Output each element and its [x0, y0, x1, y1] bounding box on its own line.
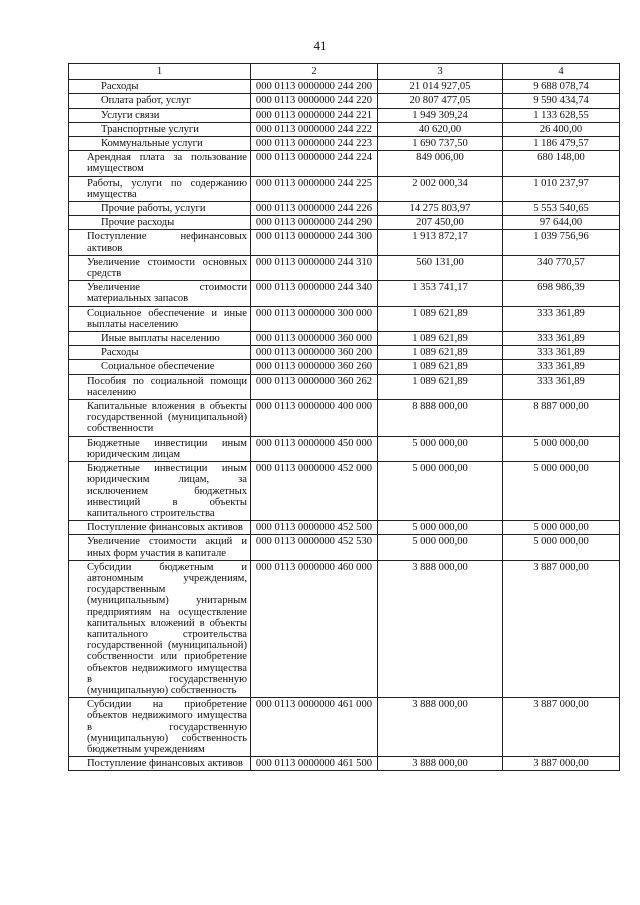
row-value-col3-cell: 5 000 000,00 — [378, 436, 503, 461]
row-value-col4-cell: 333 361,89 — [503, 374, 620, 399]
table-row — [69, 346, 620, 360]
row-value-col3-cell: 1 089 621,89 — [378, 306, 503, 331]
row-code-cell: 000 0113 0000000 244 224 — [251, 151, 378, 176]
row-value-col3-cell: 1 690 737,50 — [378, 137, 503, 151]
row-code-cell: 000 0113 0000000 244 226 — [251, 202, 378, 216]
row-value-col4-cell: 698 986,39 — [503, 281, 620, 306]
table-row — [69, 400, 620, 437]
row-value-col3-cell: 1 949 309,24 — [378, 108, 503, 122]
page-number: 41 — [313, 38, 327, 53]
row-code-cell: 000 0113 0000000 244 300 — [251, 230, 378, 255]
table-row — [69, 306, 620, 331]
row-name-cell: Пособия по социальной помощи населению — [69, 374, 251, 399]
table-row — [69, 80, 620, 94]
row-name-cell: Оплата работ, услуг — [69, 94, 251, 108]
row-value-col3-cell: 3 888 000,00 — [378, 757, 503, 771]
table-row — [69, 560, 620, 697]
row-code-cell: 000 0113 0000000 461 500 — [251, 757, 378, 771]
row-value-col4-cell: 8 887 000,00 — [503, 400, 620, 437]
table-row — [69, 255, 620, 280]
row-name-cell: Поступление нефинансовых активов — [69, 230, 251, 255]
row-name-cell: Увеличение стоимости материальных запасов — [69, 281, 251, 306]
row-value-col3-cell: 3 888 000,00 — [378, 698, 503, 757]
row-code-cell: 000 0113 0000000 244 225 — [251, 176, 378, 201]
row-value-col3-cell: 207 450,00 — [378, 216, 503, 230]
row-value-col4-cell: 3 887 000,00 — [503, 560, 620, 697]
row-code-cell: 000 0113 0000000 360 262 — [251, 374, 378, 399]
row-code-cell: 000 0113 0000000 244 340 — [251, 281, 378, 306]
row-name-cell: Прочие расходы — [69, 216, 251, 230]
row-value-col4-cell: 3 887 000,00 — [503, 757, 620, 771]
row-value-col4-cell: 1 039 756,96 — [503, 230, 620, 255]
row-value-col4-cell: 333 361,89 — [503, 346, 620, 360]
row-value-col3-cell: 21 014 927,05 — [378, 80, 503, 94]
table-row — [69, 108, 620, 122]
table-row — [69, 535, 620, 560]
row-code-cell: 000 0113 0000000 452 530 — [251, 535, 378, 560]
row-value-col3-cell: 2 002 000,34 — [378, 176, 503, 201]
row-name-cell: Бюджетные инвестиции иным юридическим лицам — [69, 436, 251, 461]
row-value-col3-cell: 1 353 741,17 — [378, 281, 503, 306]
row-value-col3-cell: 1 089 621,89 — [378, 346, 503, 360]
row-code-cell: 000 0113 0000000 450 000 — [251, 436, 378, 461]
table-row — [69, 202, 620, 216]
row-name-cell: Транспортные услуги — [69, 122, 251, 136]
row-value-col3-cell: 1 089 621,89 — [378, 332, 503, 346]
row-value-col4-cell: 1 010 237,97 — [503, 176, 620, 201]
column-header-2: 2 — [251, 64, 378, 80]
row-name-cell: Увеличение стоимости акций и иных форм участия в капитале — [69, 535, 251, 560]
table-body — [69, 80, 620, 771]
row-value-col3-cell: 5 000 000,00 — [378, 521, 503, 535]
row-code-cell: 000 0113 0000000 452 000 — [251, 462, 378, 521]
row-name-cell: Поступление финансовых активов — [69, 757, 251, 771]
row-value-col4-cell: 680 148,00 — [503, 151, 620, 176]
row-value-col3-cell: 849 006,00 — [378, 151, 503, 176]
table-row — [69, 230, 620, 255]
table-row — [69, 137, 620, 151]
table-row — [69, 216, 620, 230]
row-value-col4-cell: 5 000 000,00 — [503, 462, 620, 521]
row-value-col3-cell: 3 888 000,00 — [378, 560, 503, 697]
row-code-cell: 000 0113 0000000 244 221 — [251, 108, 378, 122]
table-row — [69, 757, 620, 771]
row-name-cell: Расходы — [69, 346, 251, 360]
row-value-col3-cell: 20 807 477,05 — [378, 94, 503, 108]
row-value-col3-cell: 5 000 000,00 — [378, 535, 503, 560]
row-value-col3-cell: 1 089 621,89 — [378, 374, 503, 399]
table-row — [69, 462, 620, 521]
row-code-cell: 000 0113 0000000 300 000 — [251, 306, 378, 331]
column-header-1: 1 — [69, 64, 251, 80]
row-name-cell: Арендная плата за пользование имуществом — [69, 151, 251, 176]
row-value-col3-cell: 5 000 000,00 — [378, 462, 503, 521]
row-value-col4-cell: 9 590 434,74 — [503, 94, 620, 108]
table-row — [69, 151, 620, 176]
row-code-cell: 000 0113 0000000 461 000 — [251, 698, 378, 757]
row-name-cell: Увеличение стоимости основных средств — [69, 255, 251, 280]
row-name-cell: Субсидии на приобретение объектов недвижимого имущества в государственную (муниципальную) собственность бюджетным учреждениям — [69, 698, 251, 757]
row-value-col4-cell: 5 000 000,00 — [503, 436, 620, 461]
row-name-cell: Коммунальные услуги — [69, 137, 251, 151]
row-value-col3-cell: 1 089 621,89 — [378, 360, 503, 374]
row-value-col4-cell: 97 644,00 — [503, 216, 620, 230]
row-code-cell: 000 0113 0000000 244 290 — [251, 216, 378, 230]
table-row — [69, 332, 620, 346]
row-code-cell: 000 0113 0000000 244 222 — [251, 122, 378, 136]
row-value-col4-cell: 26 400,00 — [503, 122, 620, 136]
table-header-row — [69, 64, 620, 80]
row-value-col3-cell: 40 620,00 — [378, 122, 503, 136]
row-name-cell: Капитальные вложения в объекты государственной (муниципальной) собственности — [69, 400, 251, 437]
row-name-cell: Услуги связи — [69, 108, 251, 122]
row-value-col3-cell: 560 131,00 — [378, 255, 503, 280]
row-name-cell: Социальное обеспечение и иные выплаты населению — [69, 306, 251, 331]
row-name-cell: Поступление финансовых активов — [69, 521, 251, 535]
row-code-cell: 000 0113 0000000 460 000 — [251, 560, 378, 697]
table-row — [69, 374, 620, 399]
row-value-col3-cell: 14 275 803,97 — [378, 202, 503, 216]
row-value-col4-cell: 1 133 628,55 — [503, 108, 620, 122]
row-value-col4-cell: 333 361,89 — [503, 360, 620, 374]
row-value-col3-cell: 8 888 000,00 — [378, 400, 503, 437]
table-row — [69, 122, 620, 136]
row-value-col4-cell: 5 000 000,00 — [503, 535, 620, 560]
row-code-cell: 000 0113 0000000 360 000 — [251, 332, 378, 346]
row-code-cell: 000 0113 0000000 244 310 — [251, 255, 378, 280]
table-row — [69, 521, 620, 535]
row-value-col4-cell: 9 688 078,74 — [503, 80, 620, 94]
row-code-cell: 000 0113 0000000 400 000 — [251, 400, 378, 437]
column-header-4: 4 — [503, 64, 620, 80]
row-code-cell: 000 0113 0000000 244 200 — [251, 80, 378, 94]
row-name-cell: Социальное обеспечение — [69, 360, 251, 374]
row-code-cell: 000 0113 0000000 244 220 — [251, 94, 378, 108]
table-row — [69, 176, 620, 201]
table-row — [69, 94, 620, 108]
row-code-cell: 000 0113 0000000 360 260 — [251, 360, 378, 374]
row-value-col4-cell: 340 770,57 — [503, 255, 620, 280]
row-name-cell: Иные выплаты населению — [69, 332, 251, 346]
row-value-col4-cell: 5 000 000,00 — [503, 521, 620, 535]
table-row — [69, 281, 620, 306]
row-value-col4-cell: 5 553 540,65 — [503, 202, 620, 216]
row-code-cell: 000 0113 0000000 244 223 — [251, 137, 378, 151]
row-code-cell: 000 0113 0000000 452 500 — [251, 521, 378, 535]
row-code-cell: 000 0113 0000000 360 200 — [251, 346, 378, 360]
column-header-3: 3 — [378, 64, 503, 80]
row-value-col4-cell: 3 887 000,00 — [503, 698, 620, 757]
row-name-cell: Субсидии бюджетным и автономным учреждениям, государственным (муниципальным) унитарным предприятиям на осуществление капитальных вложений в объекты капитального строительства государственной (муниципальной) собственности или приобретение объектов недвижимого имущества в государственную (муниципальную) собственность — [69, 560, 251, 697]
row-value-col4-cell: 1 186 479,57 — [503, 137, 620, 151]
table-row — [69, 360, 620, 374]
row-value-col3-cell: 1 913 872,17 — [378, 230, 503, 255]
row-name-cell: Расходы — [69, 80, 251, 94]
row-name-cell: Работы, услуги по содержанию имущества — [69, 176, 251, 201]
row-name-cell: Бюджетные инвестиции иным юридическим лицам, за исключением бюджетных инвестиций в объекты капитального строительства — [69, 462, 251, 521]
row-value-col4-cell: 333 361,89 — [503, 332, 620, 346]
row-value-col4-cell: 333 361,89 — [503, 306, 620, 331]
table-row — [69, 698, 620, 757]
row-name-cell: Прочие работы, услуги — [69, 202, 251, 216]
table-row — [69, 436, 620, 461]
budget-table — [68, 63, 620, 771]
